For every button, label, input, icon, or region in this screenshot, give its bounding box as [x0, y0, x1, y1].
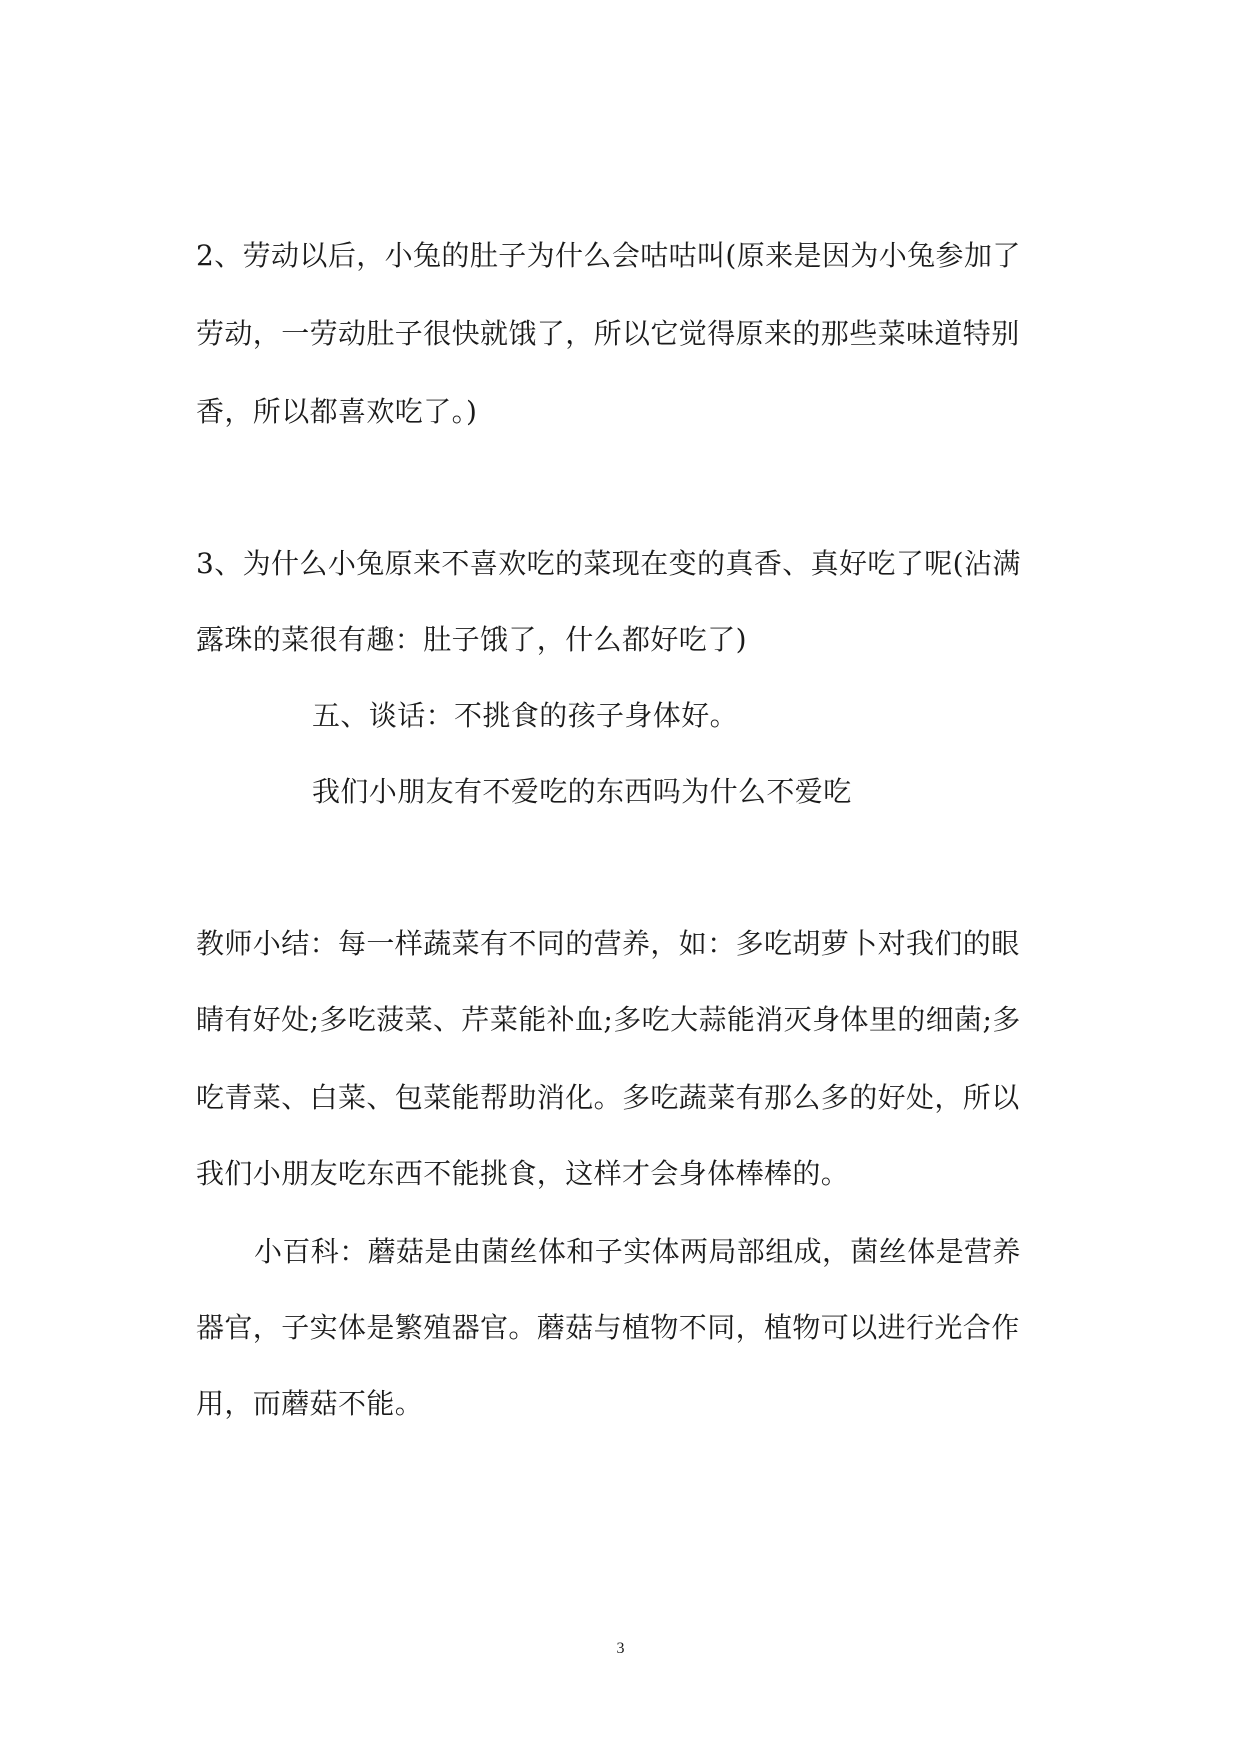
text-line: 睛有好处;多吃菠菜、芹菜能补血;多吃大蒜能消灭身体里的细菌;多 — [196, 1003, 1021, 1036]
text-line: 我们小朋友吃东西不能挑食，这样才会身体棒棒的。 — [196, 1157, 850, 1190]
discussion-question: 我们小朋友有不爱吃的东西吗为什么不爱吃 — [312, 775, 852, 808]
section-heading: 五、谈话：不挑食的孩子身体好。 — [312, 699, 739, 732]
text-line: 吃青菜、白菜、包菜能帮助消化。多吃蔬菜有那么多的好处，所以 — [196, 1081, 1020, 1114]
text-line: 器官，子实体是繁殖器官。蘑菇与植物不同，植物可以进行光合作 — [196, 1311, 1020, 1344]
text-line: 露珠的菜很有趣：肚子饿了，什么都好吃了) — [196, 623, 747, 656]
page-number: 3 — [616, 1640, 625, 1657]
text-line: 用，而蘑菇不能。 — [196, 1387, 424, 1420]
text-line: 3、为什么小兔原来不喜欢吃的菜现在变的真香、真好吃了呢(沾满 — [196, 547, 1021, 580]
text-line: 2、劳动以后，小兔的肚子为什么会咕咕叫(原来是因为小兔参加了 — [196, 239, 1021, 272]
text-line: 香，所以都喜欢吃了。) — [196, 395, 478, 428]
text-line: 小百科：蘑菇是由菌丝体和子实体两局部组成，菌丝体是营养 — [254, 1235, 1021, 1268]
text-line: 教师小结：每一样蔬菜有不同的营养，如：多吃胡萝卜对我们的眼 — [196, 927, 1020, 960]
text-line: 劳动，一劳动肚子很快就饿了，所以它觉得原来的那些菜味道特别 — [196, 317, 1020, 350]
